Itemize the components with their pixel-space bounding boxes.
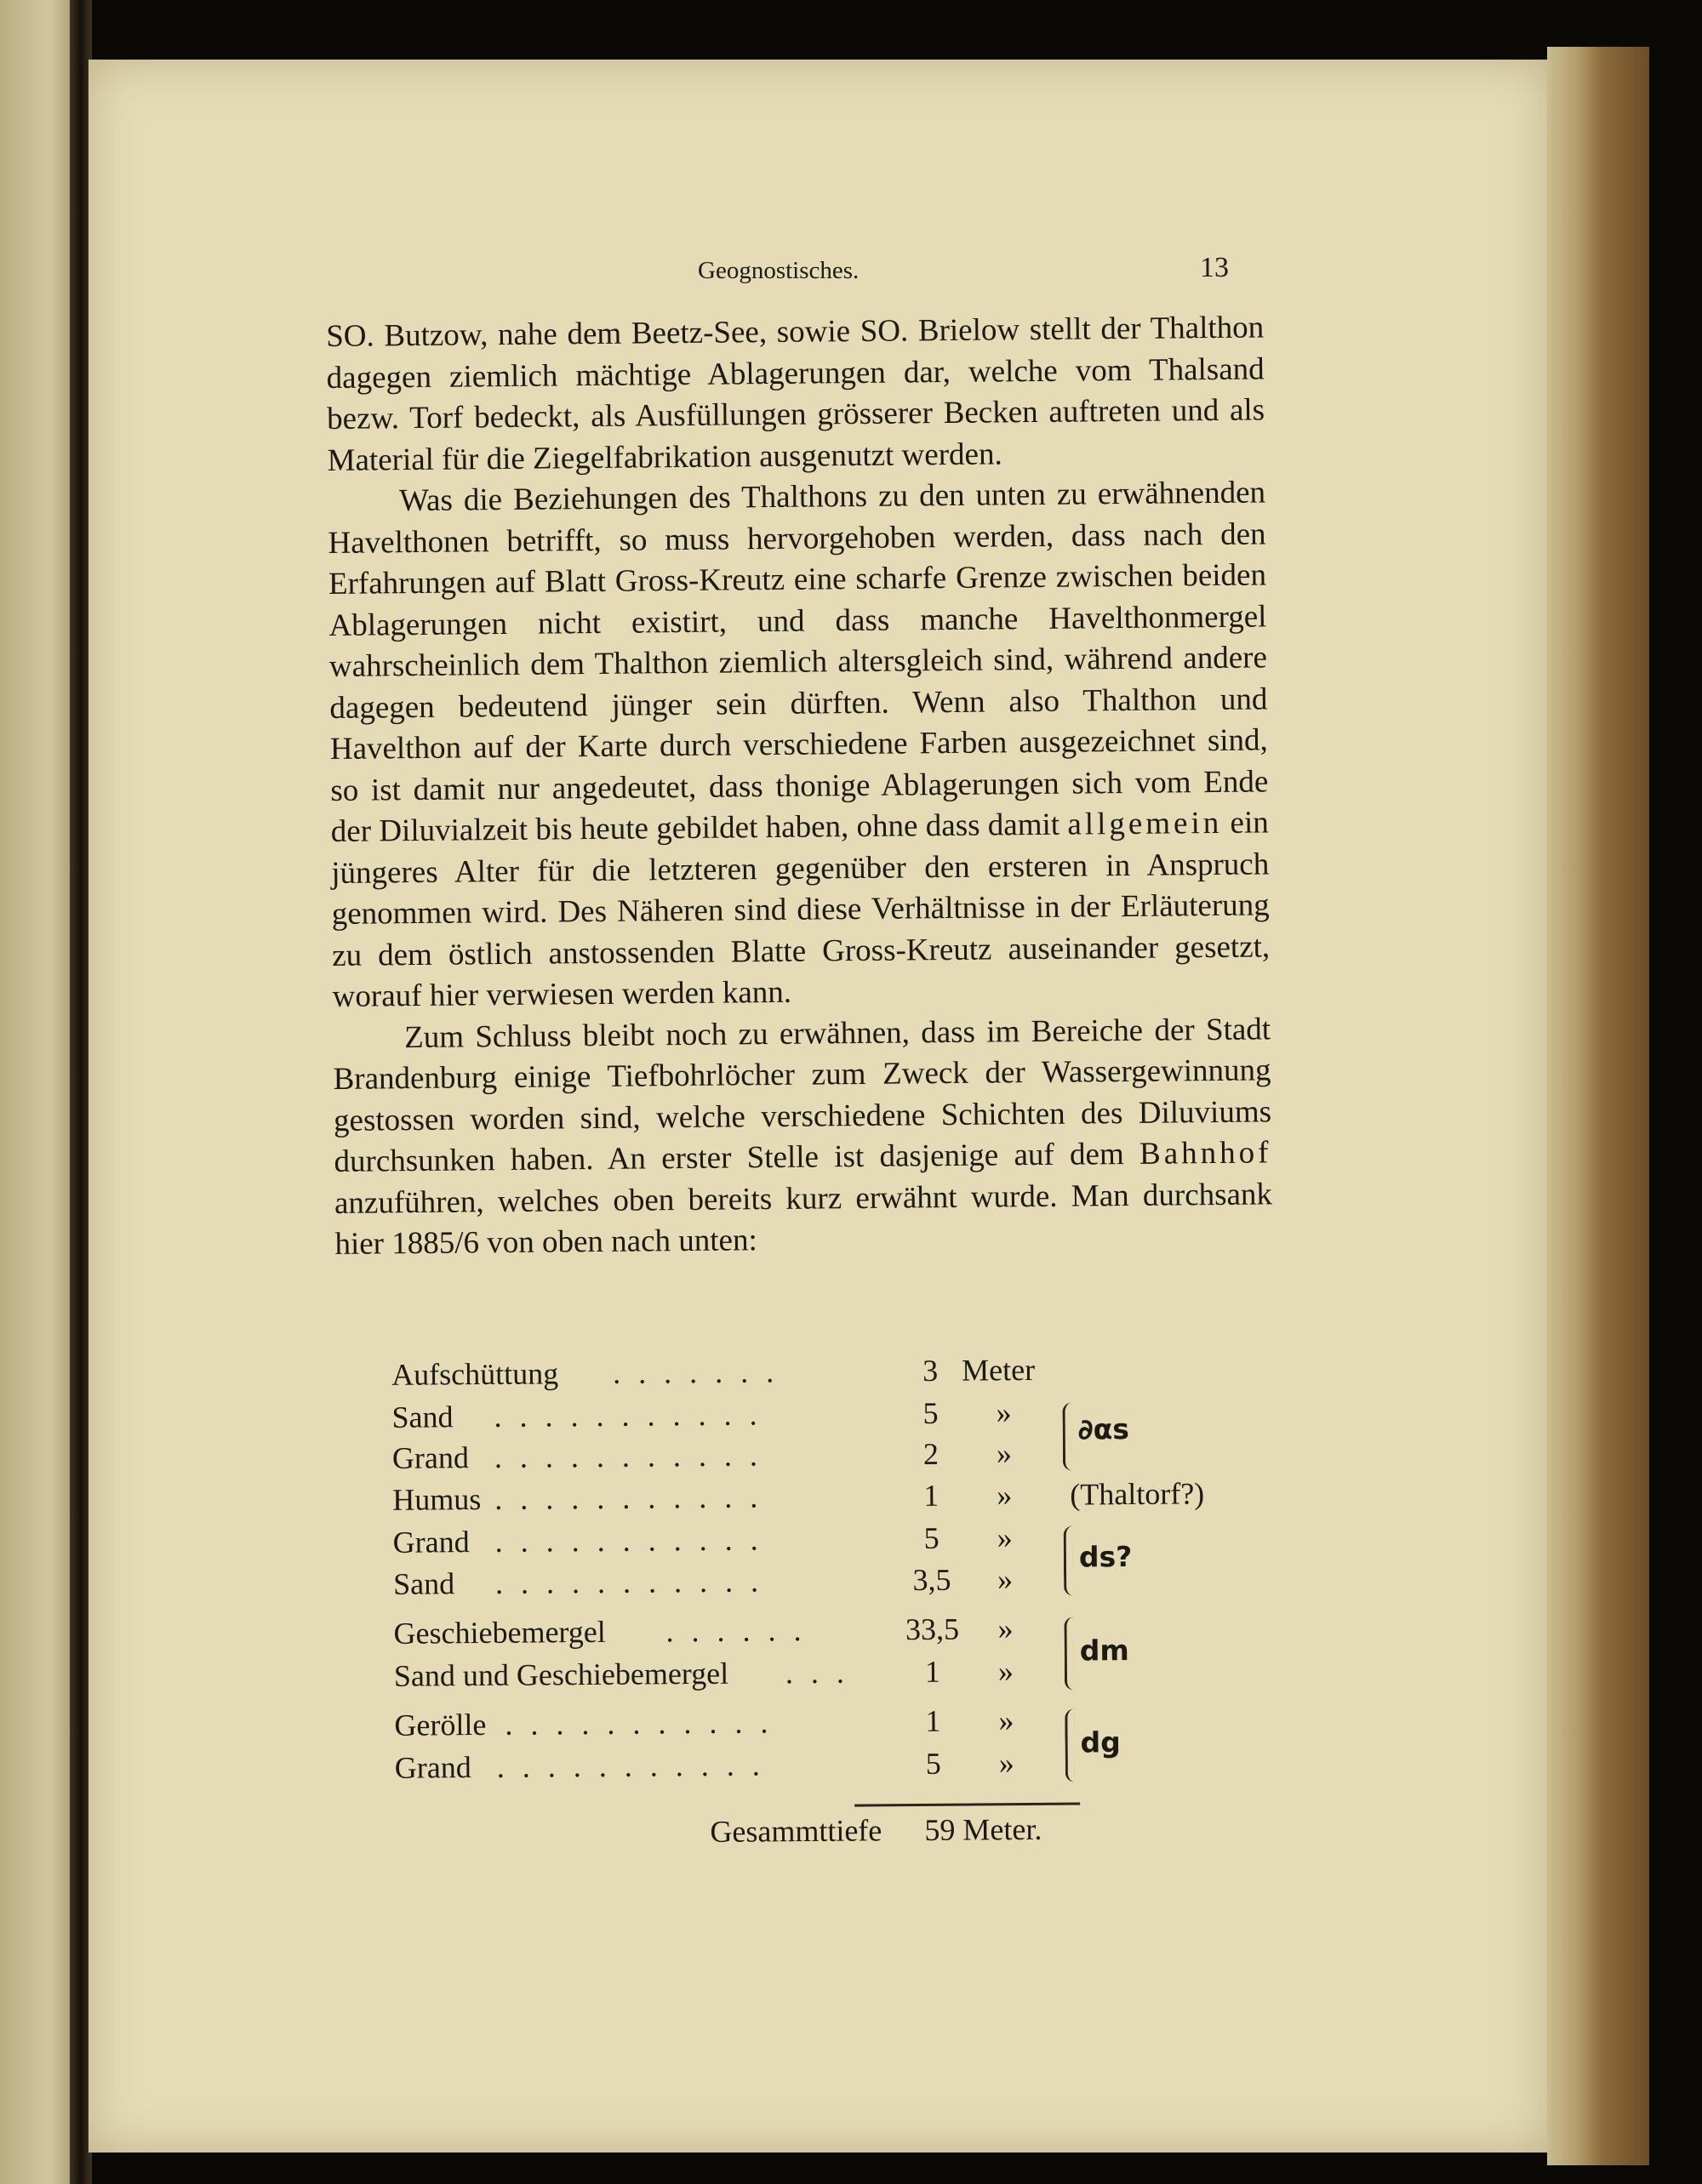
table-row [375,1477,1056,1523]
layer-thickness: 5 [925,1746,941,1781]
note-das: ∂αs [1077,1412,1130,1446]
layer-unit: Meter [961,1352,1036,1388]
layer-unit: » [996,1436,1013,1471]
table-row [376,1520,1057,1565]
page-stack-edge [1547,47,1649,2165]
table-row [375,1435,1056,1481]
brace-dm [1064,1617,1074,1691]
layer-name: Geschiebemergel [393,1614,606,1651]
layer-thickness: 33,5 [905,1611,960,1647]
layer-name: Grand [392,1525,470,1560]
table-row [376,1611,1057,1657]
brace-das [1062,1403,1072,1471]
layer-name: Sand und Geschiebemergel [393,1656,729,1693]
paragraph-3 [333,1009,1273,1266]
layer-unit: » [998,1703,1014,1738]
paragraph-1: SO. Butzow, nahe dem Beetz-See, sowie SO. Brielow stellt der Thalthon dagegen ziemlich mächtige Ablagerungen dar, welche vom Thalsand bezw. Torf bedeckt, als Ausfüllungen grösserer Becken auftreten und als Material für die Ziegelfabrikation ausgenutzt werden. [326,310,1265,478]
leader-dots: . . . . . . [665,1613,807,1649]
note-dg: dg [1080,1725,1121,1759]
running-head: Geognostisches. [698,257,860,284]
table-row [376,1561,1057,1607]
table-row [374,1394,1055,1440]
layer-name: Grand [391,1440,470,1475]
layer-name: Humus [392,1482,482,1517]
layer-name: Gerölle [394,1707,487,1742]
leader-dots: . . . . . . . . . . . [494,1522,763,1559]
spaced-word-bahnhof: Bahnhof [1139,1135,1272,1172]
layer-unit: » [997,1654,1014,1689]
layer-thickness: 1 [925,1703,941,1738]
borehole-table [374,1349,1315,1850]
layer-thickness: 1 [924,1654,941,1689]
paragraph-3-part-b: anzuführen, welches oben bereits kurz erwähnt wurde. Man durchsank hier 1885/6 von oben nach unten: [334,1176,1273,1262]
note-ds: ds? [1078,1540,1133,1574]
total-value: 59 Meter. [924,1811,1042,1847]
leader-dots: . . . [785,1655,850,1691]
page-number: 13 [1200,252,1229,283]
layer-name: Grand [394,1750,471,1785]
leader-dots: . . . . . . . . . . . [496,1748,765,1784]
layer-thickness: 5 [922,1395,939,1430]
brace-ds [1064,1526,1074,1596]
sum-rule [854,1803,1080,1807]
total-label: Gesammttiefe [710,1813,882,1849]
layer-unit: » [998,1746,1014,1781]
body-text [326,307,1273,1265]
paragraph-3-part-a: Zum Schluss bleibt noch zu erwähnen, dass im Bereiche der Stadt Brandenburg einige Tiefbohrlöcher zum Zweck der Wassergewinnung gestossen worden sind, welche verschiedene Schichten des Diluviums durchsunken haben. An erster Stelle ist dasjenige auf dem [333,1011,1272,1179]
layer-name: Aufschüttung [391,1356,559,1392]
spaced-word-allgemein: allgemein [1067,805,1223,842]
note-thaltorf: (Thaltorf?) [1070,1476,1205,1512]
layer-name: Sand [391,1400,454,1434]
layer-unit: » [997,1478,1013,1513]
leader-dots: . . . . . . . . . . . [494,1397,762,1434]
leader-dots: . . . . . . . . . . . [505,1705,774,1742]
layer-unit: » [997,1611,1014,1646]
table-row [378,1745,1059,1791]
layer-name: Sand [392,1566,455,1601]
layer-thickness: 5 [923,1520,940,1555]
layer-unit: » [996,1395,1012,1430]
leader-dots: . . . . . . . . . . . [494,1564,764,1600]
table-row [377,1702,1058,1748]
paragraph-2 [328,472,1271,1018]
layer-thickness: 3,5 [912,1562,951,1598]
layer-unit: » [997,1562,1014,1597]
leader-dots: . . . . . . . [612,1354,780,1390]
layer-thickness: 2 [922,1436,940,1471]
layer-unit: » [997,1520,1013,1555]
layer-thickness: 3 [922,1353,939,1388]
leader-dots: . . . . . . . . . . . [494,1438,763,1474]
table-row [374,1352,1055,1398]
note-dm: dm [1079,1634,1129,1668]
paragraph-2-part-b: ein jüngeres Alter für die letzteren gegenüber den ersteren in Anspruch genommen wird. Des Näheren sind diese Verhältnisse in der Erläuterung zu dem östlich anstossenden Blatte Gross-Kreutz auseinander gesetzt, worauf hier verwiesen werden kann. [331,805,1271,1014]
leader-dots: . . . . . . . . . . . [494,1480,763,1516]
brace-dg [1065,1709,1075,1782]
table-row [377,1653,1058,1699]
paragraph-2-part-a: Was die Beziehungen des Thalthons zu den unten zu erwähnenden Havelthonen betrifft, so muss hervorgehoben werden, dass nach den Erfahrungen auf Blatt Gross-Kreutz eine scharfe Grenze zwischen beiden Ablagerungen nicht existirt, und dass manche Havelthonmergel wahrscheinlich dem Thalthon ziemlich altersgleich sind, während andere dagegen bedeutend jünger sein dürften. Wenn also Thalthon und Havelthon auf der Karte durch verschiedene Farben ausgezeichnet sind, so ist damit nur angedeutet, dass thonige Ablagerungen sich vom Ende der Diluvialzeit bis heute gebildet haben, ohne dass damit [328,475,1269,849]
layer-thickness: 1 [923,1478,940,1513]
